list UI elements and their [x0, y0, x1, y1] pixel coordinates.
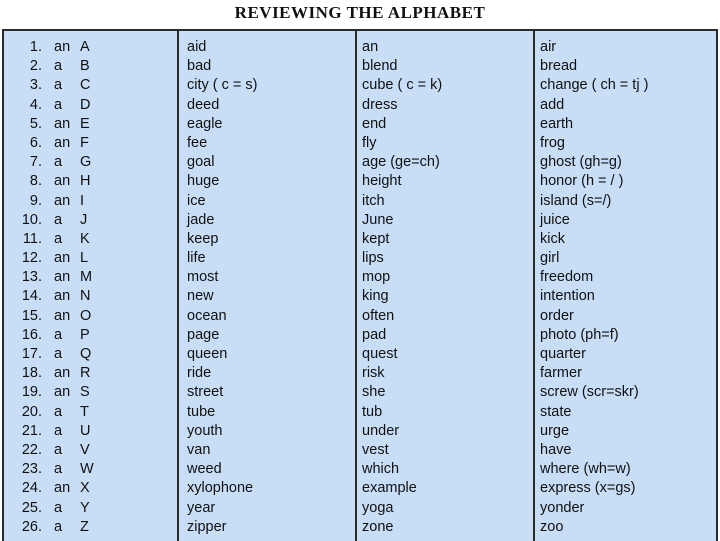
- article: a: [54, 441, 63, 458]
- word-cell: height: [362, 173, 402, 190]
- word-row: [357, 364, 533, 383]
- word-row: [357, 172, 533, 191]
- word-cell: island (s=/): [540, 192, 612, 209]
- word-row: [357, 383, 533, 402]
- letter-row: [4, 479, 177, 498]
- row-number: 6.: [29, 134, 42, 151]
- word-cell: often: [362, 307, 395, 324]
- page-title: REVIEWING THE ALPHABET: [234, 3, 486, 22]
- word-cell: xylophone: [187, 480, 254, 497]
- word-row: [535, 287, 716, 306]
- word-row: [357, 422, 533, 441]
- word-row: [357, 38, 533, 57]
- word-row: [179, 403, 355, 422]
- article: an: [54, 134, 71, 151]
- letter: M: [80, 269, 93, 286]
- word-cell: add: [540, 96, 565, 113]
- word-cell: zipper: [187, 518, 227, 535]
- row-number: 23.: [21, 461, 42, 478]
- row-number: 13.: [21, 269, 42, 286]
- letter: K: [80, 230, 90, 247]
- word-cell: freedom: [540, 269, 594, 286]
- word-row: [535, 460, 716, 479]
- word-cell: change ( ch = tj ): [540, 77, 649, 94]
- word-row: [535, 115, 716, 134]
- article: a: [54, 422, 63, 439]
- letter-row: [4, 441, 177, 460]
- word-row: [357, 249, 533, 268]
- letters-column: [4, 31, 179, 541]
- letter-row: [4, 38, 177, 57]
- letter: T: [80, 403, 89, 420]
- word-cell: order: [540, 307, 574, 324]
- letter: L: [80, 250, 89, 267]
- letter: E: [80, 115, 90, 132]
- article: an: [54, 250, 71, 267]
- word-row: [357, 268, 533, 287]
- word-row: [357, 134, 533, 153]
- word-row: [535, 230, 716, 249]
- word-cell: new: [187, 288, 214, 305]
- word-cell: ghost (gh=g): [540, 154, 622, 171]
- article: a: [54, 154, 63, 171]
- letter-row: [4, 499, 177, 518]
- letter-row: [4, 326, 177, 345]
- row-number: 12.: [21, 250, 42, 267]
- article: an: [54, 39, 71, 55]
- row-number: 9.: [29, 192, 42, 209]
- word-cell: fly: [362, 134, 377, 151]
- word-cell: eagle: [187, 115, 223, 132]
- letter-row: [4, 115, 177, 134]
- row-number: 15.: [21, 307, 42, 324]
- row-number: 3.: [29, 77, 42, 94]
- word-cell: earth: [540, 115, 574, 132]
- word-row: [535, 192, 716, 211]
- word-cell: yoga: [362, 499, 394, 516]
- letter-row: [4, 403, 177, 422]
- word-cell: van: [187, 441, 211, 458]
- letter-row: [4, 172, 177, 191]
- row-number: 10.: [21, 211, 42, 228]
- word-cell: photo (ph=f): [540, 326, 619, 343]
- word-row: [179, 172, 355, 191]
- letter-row: [4, 153, 177, 172]
- word-row: [357, 76, 533, 95]
- word-cell: tub: [362, 403, 383, 420]
- letter: I: [80, 192, 85, 209]
- word-cell: youth: [187, 422, 223, 439]
- word-cell: zoo: [540, 518, 564, 535]
- row-number: 2.: [29, 58, 42, 75]
- word-cell: fee: [187, 134, 208, 151]
- letter-row: [4, 268, 177, 287]
- article: an: [54, 192, 71, 209]
- article: a: [54, 326, 63, 343]
- row-number: 20.: [21, 403, 42, 420]
- word-cell: vest: [362, 441, 389, 458]
- letter-row: [4, 307, 177, 326]
- word-row: [535, 499, 716, 518]
- letter: U: [80, 422, 91, 439]
- word-row: [357, 153, 533, 172]
- word-row: [535, 326, 716, 345]
- letter: O: [80, 307, 92, 324]
- word-row: [179, 345, 355, 364]
- row-number: 16.: [21, 326, 42, 343]
- word-cell: ice: [187, 192, 206, 209]
- word-cell: have: [540, 441, 572, 458]
- word-cell: frog: [540, 134, 565, 151]
- word-row: [179, 364, 355, 383]
- word-cell: itch: [362, 192, 385, 209]
- letter: C: [80, 77, 91, 94]
- article: an: [54, 480, 71, 497]
- word-row: [179, 57, 355, 76]
- word-row: [535, 345, 716, 364]
- word-cell: page: [187, 326, 220, 343]
- word-row: [179, 230, 355, 249]
- letter: Q: [80, 346, 92, 362]
- word-row: [357, 57, 533, 76]
- word-cell: cube ( c = k): [362, 77, 443, 94]
- word-row: [535, 134, 716, 153]
- word-row: [179, 287, 355, 306]
- word-row: [179, 96, 355, 115]
- word-row: [357, 345, 533, 364]
- letter: Z: [80, 518, 89, 535]
- word-row: [357, 287, 533, 306]
- letter: S: [80, 384, 90, 401]
- word-row: [179, 441, 355, 460]
- word-row: [357, 518, 533, 537]
- letter: B: [80, 58, 90, 75]
- letter-row: [4, 345, 177, 364]
- word-cell: intention: [540, 288, 595, 305]
- row-number: 24.: [21, 480, 42, 497]
- word-row: [179, 307, 355, 326]
- word-row: [357, 403, 533, 422]
- article: a: [54, 230, 63, 247]
- row-number: 1.: [29, 39, 42, 55]
- letter-row: [4, 96, 177, 115]
- word-cell: keep: [187, 230, 219, 247]
- word-cell: queen: [187, 346, 228, 362]
- word-row: [357, 211, 533, 230]
- row-number: 18.: [21, 365, 42, 382]
- letter: G: [80, 154, 92, 171]
- word-cell: she: [362, 384, 386, 401]
- word-row: [179, 115, 355, 134]
- word-row: [179, 268, 355, 287]
- word-row: [179, 383, 355, 402]
- article: an: [54, 288, 71, 305]
- letter: R: [80, 365, 91, 382]
- word-row: [179, 499, 355, 518]
- word-row: [357, 441, 533, 460]
- article: a: [54, 346, 63, 362]
- word-cell: juice: [540, 211, 570, 228]
- letter: N: [80, 288, 91, 305]
- word-cell: risk: [362, 365, 385, 382]
- word-row: [179, 479, 355, 498]
- word-cell: under: [362, 422, 400, 439]
- letter-row: [4, 422, 177, 441]
- article: an: [54, 173, 71, 190]
- word-cell: mop: [362, 269, 391, 286]
- word-row: [179, 422, 355, 441]
- word-row: [535, 364, 716, 383]
- letter: P: [80, 326, 90, 343]
- word-cell: which: [362, 461, 400, 478]
- article: a: [54, 518, 63, 535]
- letter-row: [4, 76, 177, 95]
- word-cell: June: [362, 211, 394, 228]
- word-cell: age (ge=ch): [362, 154, 440, 171]
- word-cell: tube: [187, 403, 216, 420]
- letter: H: [80, 173, 91, 190]
- letter-row: [4, 383, 177, 402]
- letter-row: [4, 518, 177, 537]
- letter: A: [80, 39, 90, 55]
- word-row: [357, 115, 533, 134]
- word-cell: where (wh=w): [540, 461, 631, 478]
- word-row: [357, 499, 533, 518]
- word-cell: goal: [187, 154, 215, 171]
- row-number: 22.: [21, 441, 42, 458]
- word-cell: kept: [362, 230, 390, 247]
- word-row: [535, 441, 716, 460]
- word-row: [357, 460, 533, 479]
- word-row: [179, 518, 355, 537]
- letter-row: [4, 57, 177, 76]
- word-cell: girl: [540, 250, 560, 267]
- word-cell: street: [187, 384, 224, 401]
- row-number: 25.: [21, 499, 42, 516]
- letter: Y: [80, 499, 90, 516]
- words-column-3: [535, 31, 718, 541]
- row-number: 21.: [21, 422, 42, 439]
- row-number: 14.: [21, 288, 42, 305]
- letter: J: [80, 211, 88, 228]
- article: a: [54, 96, 63, 113]
- word-row: [535, 38, 716, 57]
- word-cell: weed: [187, 461, 222, 478]
- word-cell: express (x=gs): [540, 480, 636, 497]
- word-cell: zone: [362, 518, 394, 535]
- word-row: [179, 76, 355, 95]
- letter-row: [4, 134, 177, 153]
- letter: W: [80, 461, 94, 478]
- word-row: [535, 479, 716, 498]
- word-cell: most: [187, 269, 219, 286]
- row-number: 11.: [22, 230, 42, 247]
- row-number: 5.: [29, 115, 42, 132]
- word-row: [535, 96, 716, 115]
- word-cell: an: [362, 39, 379, 55]
- word-row: [535, 268, 716, 287]
- word-cell: king: [362, 288, 389, 305]
- word-cell: state: [540, 403, 572, 420]
- word-cell: aid: [187, 39, 207, 55]
- word-cell: blend: [362, 58, 398, 75]
- word-cell: kick: [540, 230, 565, 247]
- row-number: 26.: [21, 518, 42, 535]
- words-column-2: [357, 31, 535, 541]
- word-row: [535, 249, 716, 268]
- row-number: 7.: [29, 154, 42, 171]
- word-row: [535, 57, 716, 76]
- article: an: [54, 365, 71, 382]
- word-row: [179, 211, 355, 230]
- letter-row: [4, 249, 177, 268]
- word-row: [535, 307, 716, 326]
- word-row: [535, 76, 716, 95]
- word-cell: end: [362, 115, 387, 132]
- alphabet-table: [2, 29, 718, 541]
- article: a: [54, 58, 63, 75]
- word-cell: pad: [362, 326, 387, 343]
- word-cell: quarter: [540, 346, 586, 362]
- word-cell: life: [187, 250, 206, 267]
- word-cell: air: [540, 39, 557, 55]
- word-cell: dress: [362, 96, 398, 113]
- letter: V: [80, 441, 90, 458]
- article: a: [54, 211, 63, 228]
- word-row: [179, 249, 355, 268]
- word-row: [179, 460, 355, 479]
- article: a: [54, 461, 63, 478]
- word-row: [179, 326, 355, 345]
- letter: X: [80, 480, 90, 497]
- letter-row: [4, 192, 177, 211]
- word-cell: yonder: [540, 499, 585, 516]
- word-row: [179, 153, 355, 172]
- letter: D: [80, 96, 91, 113]
- word-cell: example: [362, 480, 417, 497]
- word-row: [357, 479, 533, 498]
- word-row: [357, 192, 533, 211]
- word-cell: bread: [540, 58, 578, 75]
- word-cell: honor (h = / ): [540, 173, 624, 190]
- word-row: [535, 153, 716, 172]
- row-number: 17.: [21, 346, 42, 362]
- row-number: 4.: [29, 96, 42, 113]
- word-row: [179, 192, 355, 211]
- word-row: [179, 134, 355, 153]
- word-row: [357, 96, 533, 115]
- word-cell: jade: [187, 211, 215, 228]
- letter-row: [4, 287, 177, 306]
- word-row: [535, 211, 716, 230]
- word-row: [535, 518, 716, 537]
- word-row: [535, 383, 716, 402]
- word-cell: farmer: [540, 365, 582, 382]
- word-cell: quest: [362, 346, 398, 362]
- letter-row: [4, 211, 177, 230]
- word-cell: urge: [540, 422, 570, 439]
- letter-row: [4, 230, 177, 249]
- word-cell: city ( c = s): [187, 77, 258, 94]
- article: a: [54, 499, 63, 516]
- word-cell: deed: [187, 96, 220, 113]
- letter: F: [80, 134, 89, 151]
- word-row: [357, 307, 533, 326]
- word-cell: year: [187, 499, 216, 516]
- words-column-1: [179, 31, 357, 541]
- letter-row: [4, 364, 177, 383]
- word-row: [535, 422, 716, 441]
- word-row: [357, 230, 533, 249]
- word-cell: bad: [187, 58, 212, 75]
- article: an: [54, 115, 71, 132]
- row-number: 8.: [29, 173, 42, 190]
- word-cell: ocean: [187, 307, 227, 324]
- word-row: [535, 172, 716, 191]
- word-cell: ride: [187, 365, 212, 382]
- word-row: [535, 403, 716, 422]
- article: an: [54, 269, 71, 286]
- row-number: 19.: [21, 384, 42, 401]
- word-cell: huge: [187, 173, 220, 190]
- article: a: [54, 77, 63, 94]
- word-row: [179, 38, 355, 57]
- article: an: [54, 307, 71, 324]
- article: an: [54, 384, 71, 401]
- word-cell: lips: [362, 250, 384, 267]
- word-cell: screw (scr=skr): [540, 384, 639, 401]
- letter-row: [4, 460, 177, 479]
- word-row: [357, 326, 533, 345]
- article: a: [54, 403, 63, 420]
